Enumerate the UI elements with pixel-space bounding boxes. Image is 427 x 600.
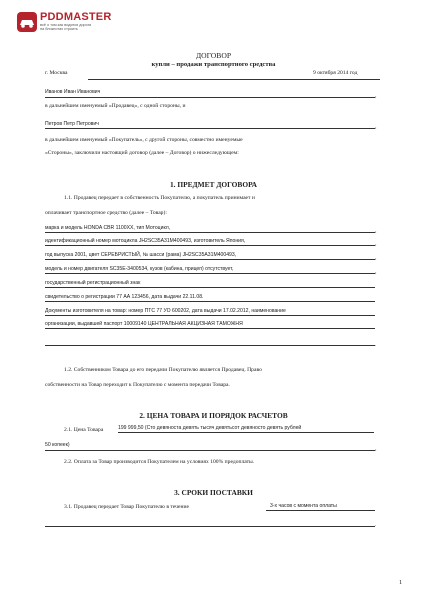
place: г. Москва <box>45 70 68 76</box>
buyer-clause-2: «Стороны», заключили настоящий договор (далее – Договор) о нижеследующем: <box>45 150 239 156</box>
section1-heading: 1. ПРЕДМЕТ ДОГОВОРА <box>169 180 258 189</box>
section1-p1-line1: 1.1. Продавец передает в собственность Покупателю, а покупатель принимает и <box>64 195 255 201</box>
field-pts: Документы изготовителя на товар: номер ПТС 77 УО 600202, дата выдачи 17.02.2012, наименование <box>45 308 286 314</box>
field-brand: марка и модель HONDA CBR 1100XX, тип Мотоцикл, <box>45 225 171 231</box>
field-year: год выпуска 2001, цвет СЕРЕБРИСТЫЙ, № шасси (рама) JH2SC35A31M400493, <box>45 252 237 258</box>
seller-clause: в дальнейшем именуемый «Продавец», с одной стороны, и <box>45 103 186 109</box>
field-comma-4: , <box>375 269 377 275</box>
seller-line <box>45 97 375 98</box>
delivery-dot: . <box>375 523 377 528</box>
field-line-8 <box>45 328 375 329</box>
delivery-line-2 <box>45 526 375 527</box>
field-line-3 <box>45 259 375 260</box>
page-number: 1 <box>399 579 403 586</box>
delivery-line-1 <box>266 510 375 511</box>
price-line-2 <box>45 450 375 451</box>
field-dot: . <box>375 343 377 348</box>
field-line-7 <box>45 315 375 316</box>
buyer-name: Петров Петр Петрович <box>45 121 99 127</box>
field-comma-3: , <box>375 255 377 261</box>
doc-subtitle: купли – продажи транспортного средства <box>151 61 276 68</box>
logo-tagline-1: всё о том как водятся дороги <box>40 23 92 27</box>
buyer-clause-1: в дальнейшем именуемый «Покупатель», с другой стороны, совместно именуемые <box>45 137 243 143</box>
price-value: 199 999,50 (Сто девяноста девять тысяч девятьсот девяносто девять рублей <box>118 425 302 431</box>
logo-name: PDDMASTER <box>40 11 112 23</box>
field-line-9 <box>45 345 375 346</box>
field-line-6 <box>45 301 375 302</box>
date-line <box>88 79 380 80</box>
buyer-line <box>45 128 375 129</box>
price-value-2: 50 копеек) <box>45 442 70 448</box>
seller-name: Иванов Иван Иванович <box>45 89 101 95</box>
field-registration: свидетельство о регистрации 77 АА 123456, дата выдачи 22.11.08. <box>45 294 204 300</box>
field-plate: государственный регистрационный знак <box>45 280 141 286</box>
field-comma-2: , <box>375 241 377 247</box>
doc-title: ДОГОВОР <box>195 51 232 60</box>
delivery-value: 3-х часов с момента оплаты <box>270 503 337 509</box>
buyer-comma: , <box>375 124 377 130</box>
field-line-1 <box>45 232 375 233</box>
field-line-4 <box>45 273 375 274</box>
section1-p1-line2: оплачивает транспортное средство (далее – Товар): <box>45 210 167 216</box>
price-line-1 <box>118 432 374 433</box>
field-vin: идентификационный номер мотоцикла JH2SC35A31M400493, изготовитель Япония, <box>45 238 246 244</box>
date: 9 октября 2014 год <box>313 70 358 76</box>
section1-p2-line2: собственности на Товар переходит к Покупателю с момента передачи Товара. <box>45 382 230 388</box>
logo-tagline-2: на блокнотах строить <box>40 27 78 32</box>
logo-tagline <box>40 23 91 32</box>
car-badge-icon <box>16 11 38 33</box>
section3-heading: 3. СРОКИ ПОСТАВКИ <box>174 488 253 497</box>
price-label: 2.1. Цена Товара <box>64 427 104 433</box>
price-comma: , <box>375 446 377 452</box>
section2-heading: 2. ЦЕНА ТОВАРА И ПОРЯДОК РАСЧЕТОВ <box>139 411 288 420</box>
field-comma-1: , <box>375 228 377 234</box>
field-line-2 <box>45 245 375 246</box>
seller-comma: , <box>375 93 377 99</box>
delivery-label: 3.1. Продавец передает Товар Покупателю в течение <box>64 504 189 510</box>
field-customs: организации, выдавшей паспорт 10009140 ЦЕНТРАЛЬНАЯ АКЦИЗНАЯ ТАМОЖНЯ <box>45 321 243 327</box>
section1-p2-line1: 1.2. Собственником Товара до его передачи Покупателю является Продавец. Право <box>64 367 262 373</box>
field-line-5 <box>45 287 375 288</box>
section2-p2: 2.2. Оплата за Товар производится Покупателем на условиях 100% предоплаты. <box>64 459 255 465</box>
logo <box>16 10 126 36</box>
field-engine: модель и номер двигателя SC35E-3400534, кузов (кабина, прицеп) отсутствует, <box>45 266 234 272</box>
